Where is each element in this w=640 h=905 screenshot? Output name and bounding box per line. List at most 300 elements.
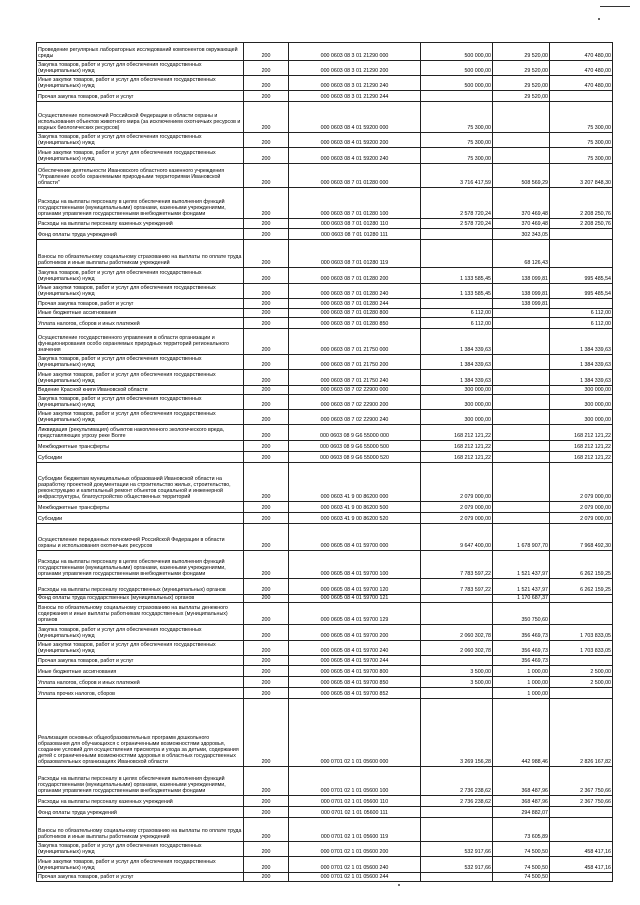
approved-amount-cell (421, 228, 493, 239)
approved-amount-cell (421, 656, 493, 666)
row-name-cell: Осуществление полномочий Российской Федерации в области охраны и использования объектов животного мира (за исключением охотничьих ресурсов и водных биологических ресурсов) (37, 102, 244, 133)
row-code-cell: 200 (244, 872, 289, 882)
row-code-cell: 200 (244, 409, 289, 424)
row-name-cell: Закупка товаров, работ и услуг для обеспечения государственных (муниципальных) нужд (37, 841, 244, 856)
row-name-cell: Ведение Красной книги Ивановской области (37, 385, 244, 394)
approved-amount-cell: 300 000,00 (421, 409, 493, 424)
unexecuted-amount-cell (550, 299, 613, 309)
row-name-cell: Фонд оплаты труда учреждений (37, 806, 244, 817)
approved-amount-cell: 500 000,00 (421, 43, 493, 61)
approved-amount-cell (421, 603, 493, 625)
table-row (37, 91, 613, 102)
budget-code-cell: 000 0603 08 7 01 01280 100 (289, 188, 421, 219)
table-row (37, 370, 613, 385)
executed-amount-cell: 356 469,73 (493, 625, 550, 640)
table-row (37, 43, 613, 61)
row-code-cell: 200 (244, 133, 289, 148)
executed-amount-cell (493, 462, 550, 502)
executed-amount-cell: 1 521 437,97 (493, 550, 550, 579)
row-code-cell: 200 (244, 385, 289, 394)
unexecuted-amount-cell: 458 417,16 (550, 857, 613, 872)
budget-code-cell: 000 0605 08 4 01 59700 200 (289, 625, 421, 640)
row-code-cell: 200 (244, 502, 289, 513)
table-row (37, 603, 613, 625)
row-name-cell: Иные закупки товаров, работ и услуг для обеспечения государственных (муниципальных) нужд (37, 640, 244, 655)
approved-amount-cell (421, 299, 493, 309)
executed-amount-cell (493, 308, 550, 317)
approved-amount-cell: 500 000,00 (421, 75, 493, 90)
executed-amount-cell (493, 394, 550, 409)
approved-amount-cell: 2 079 000,00 (421, 462, 493, 502)
table-row (37, 355, 613, 370)
row-code-cell: 200 (244, 317, 289, 328)
executed-amount-cell: 302 343,05 (493, 228, 550, 239)
unexecuted-amount-cell (550, 239, 613, 268)
unexecuted-amount-cell: 1 703 833,05 (550, 640, 613, 655)
row-code-cell: 200 (244, 218, 289, 228)
unexecuted-amount-cell: 1 384 339,63 (550, 328, 613, 354)
executed-amount-cell: 1 000,00 (493, 687, 550, 698)
row-code-cell: 200 (244, 857, 289, 872)
budget-code-cell: 000 0701 02 1 01 05600 200 (289, 841, 421, 856)
table-row (37, 524, 613, 550)
row-code-cell: 200 (244, 239, 289, 268)
budget-code-cell: 000 0603 08 7 02 22900 240 (289, 409, 421, 424)
budget-code-cell: 000 0701 02 1 01 05600 244 (289, 872, 421, 882)
row-name-cell: Уплата прочих налогов, сборов (37, 687, 244, 698)
row-name-cell: Закупка товаров, работ и услуг для обеспечения государственных (муниципальных) нужд (37, 355, 244, 370)
approved-amount-cell: 2 079 000,00 (421, 502, 493, 513)
unexecuted-amount-cell: 75 300,00 (550, 133, 613, 148)
table-row (37, 550, 613, 579)
unexecuted-amount-cell: 6 262 159,25 (550, 579, 613, 594)
unexecuted-amount-cell: 168 212 121,22 (550, 451, 613, 462)
approved-amount-cell: 2 578 720,24 (421, 218, 493, 228)
budget-code-cell: 000 0603 08 7 01 01280 111 (289, 228, 421, 239)
budget-code-cell: 000 0603 08 7 02 22900 200 (289, 394, 421, 409)
budget-code-cell: 000 0603 08 7 01 01280 110 (289, 218, 421, 228)
unexecuted-amount-cell: 2 826 167,82 (550, 698, 613, 766)
approved-amount-cell: 3 500,00 (421, 666, 493, 677)
unexecuted-amount-cell: 2 367 750,66 (550, 767, 613, 796)
unexecuted-amount-cell: 300 000,00 (550, 409, 613, 424)
row-name-cell: Уплата налогов, сборов и иных платежей (37, 317, 244, 328)
budget-code-cell: 000 0603 41 9 00 86200 000 (289, 462, 421, 502)
executed-amount-cell: 29 520,00 (493, 60, 550, 75)
approved-amount-cell: 1 133 585,45 (421, 268, 493, 283)
executed-amount-cell: 508 569,29 (493, 163, 550, 187)
row-code-cell: 200 (244, 806, 289, 817)
row-name-cell: Иные закупки товаров, работ и услуг для обеспечения государственных (муниципальных) нужд (37, 148, 244, 163)
row-code-cell: 200 (244, 817, 289, 841)
row-name-cell: Реализация основных общеобразовательных программ дошкольного образования для обучающихся с ограниченными возможностями здоровья, создание условий для осуществления присмотра и ухода за детьми, содержания детей с ограниченными возможностями здоровья в областных государственных образовательных организациях Ивановской области (37, 698, 244, 766)
row-code-cell: 200 (244, 767, 289, 796)
row-code-cell: 200 (244, 440, 289, 451)
row-name-cell: Прочая закупка товаров, работ и услуг (37, 91, 244, 102)
table-row (37, 666, 613, 677)
budget-code-cell: 000 0605 08 4 01 59700 100 (289, 550, 421, 579)
approved-amount-cell (421, 687, 493, 698)
approved-amount-cell (421, 806, 493, 817)
row-code-cell: 200 (244, 308, 289, 317)
approved-amount-cell: 6 112,00 (421, 308, 493, 317)
table-row (37, 328, 613, 354)
table-row (37, 239, 613, 268)
approved-amount-cell: 3 716 417,59 (421, 163, 493, 187)
approved-amount-cell: 1 133 585,45 (421, 283, 493, 298)
table-row (37, 698, 613, 766)
executed-amount-cell: 368 487,96 (493, 767, 550, 796)
budget-code-cell: 000 0603 08 7 02 22900 000 (289, 385, 421, 394)
executed-amount-cell (493, 355, 550, 370)
budget-code-cell: 000 0603 08 3 01 21290 240 (289, 75, 421, 90)
table-row (37, 440, 613, 451)
table-row (37, 513, 613, 524)
budget-code-cell: 000 0701 02 1 01 05600 110 (289, 795, 421, 806)
unexecuted-amount-cell: 2 208 250,76 (550, 218, 613, 228)
table-row (37, 308, 613, 317)
table-row (37, 687, 613, 698)
approved-amount-cell: 75 300,00 (421, 148, 493, 163)
row-code-cell: 200 (244, 451, 289, 462)
approved-amount-cell: 3 269 156,28 (421, 698, 493, 766)
scan-dot (598, 18, 600, 20)
unexecuted-amount-cell (550, 603, 613, 625)
row-name-cell: Иные бюджетные ассигнования (37, 666, 244, 677)
executed-amount-cell (493, 148, 550, 163)
row-code-cell: 200 (244, 841, 289, 856)
row-code-cell: 200 (244, 91, 289, 102)
approved-amount-cell: 532 917,66 (421, 857, 493, 872)
row-code-cell: 200 (244, 355, 289, 370)
row-code-cell: 200 (244, 640, 289, 655)
unexecuted-amount-cell: 6 112,00 (550, 317, 613, 328)
budget-code-cell: 000 0603 08 9 G6 55000 520 (289, 451, 421, 462)
approved-amount-cell: 7 783 597,22 (421, 550, 493, 579)
approved-amount-cell: 168 212 121,22 (421, 451, 493, 462)
scan-dot (398, 884, 400, 886)
row-code-cell: 200 (244, 148, 289, 163)
approved-amount-cell: 2 079 000,00 (421, 513, 493, 524)
budget-code-cell: 000 0603 08 7 01 21750 240 (289, 370, 421, 385)
row-name-cell: Закупка товаров, работ и услуг для обеспечения государственных (муниципальных) нужд (37, 133, 244, 148)
table-row (37, 102, 613, 133)
unexecuted-amount-cell: 6 262 159,25 (550, 550, 613, 579)
row-name-cell: Иные закупки товаров, работ и услуг для обеспечения государственных (муниципальных) нужд (37, 283, 244, 298)
budget-code-cell: 000 0605 08 4 01 59700 852 (289, 687, 421, 698)
table-row (37, 299, 613, 309)
row-code-cell: 200 (244, 370, 289, 385)
row-code-cell: 200 (244, 163, 289, 187)
row-code-cell: 200 (244, 666, 289, 677)
budget-code-cell: 000 0603 08 7 01 01280 119 (289, 239, 421, 268)
executed-amount-cell: 74 500,50 (493, 872, 550, 882)
row-name-cell: Субсидии бюджетам муниципальных образований Ивановской области на разработку проектной документации на строительство жилых, строительство, реконструкцию и капитальный ремонт объектов социальной и инженерной инфраструктуры, благоустройство общественных территорий (37, 462, 244, 502)
table-row (37, 148, 613, 163)
executed-amount-cell: 29 520,00 (493, 75, 550, 90)
approved-amount-cell: 168 212 121,22 (421, 425, 493, 440)
row-name-cell: Иные закупки товаров, работ и услуг для обеспечения государственных (муниципальных) нужд (37, 75, 244, 90)
table-row (37, 462, 613, 502)
row-name-cell: Закупка товаров, работ и услуг для обеспечения государственных (муниципальных) нужд (37, 268, 244, 283)
row-code-cell: 200 (244, 394, 289, 409)
row-code-cell: 200 (244, 328, 289, 354)
row-code-cell: 200 (244, 102, 289, 133)
unexecuted-amount-cell (550, 91, 613, 102)
row-code-cell: 200 (244, 687, 289, 698)
table-row (37, 268, 613, 283)
executed-amount-cell: 1 678 907,70 (493, 524, 550, 550)
row-name-cell: Иные закупки товаров, работ и услуг для обеспечения государственных (муниципальных) нужд (37, 370, 244, 385)
executed-amount-cell: 356 469,73 (493, 656, 550, 666)
table-row (37, 656, 613, 666)
approved-amount-cell: 75 300,00 (421, 102, 493, 133)
unexecuted-amount-cell: 2 500,00 (550, 666, 613, 677)
executed-amount-cell (493, 370, 550, 385)
executed-amount-cell (493, 328, 550, 354)
executed-amount-cell: 368 487,96 (493, 795, 550, 806)
approved-amount-cell: 2 736 238,62 (421, 795, 493, 806)
approved-amount-cell (421, 91, 493, 102)
table-row (37, 451, 613, 462)
executed-amount-cell (493, 133, 550, 148)
table-row (37, 640, 613, 655)
row-code-cell: 200 (244, 513, 289, 524)
row-name-cell: Расходы на выплаты персоналу казенных учреждений (37, 218, 244, 228)
unexecuted-amount-cell: 2 079 000,00 (550, 513, 613, 524)
budget-code-cell: 000 0701 02 1 01 05600 000 (289, 698, 421, 766)
unexecuted-amount-cell: 1 384 339,63 (550, 355, 613, 370)
executed-amount-cell (493, 451, 550, 462)
executed-amount-cell (493, 513, 550, 524)
unexecuted-amount-cell: 1 384 339,63 (550, 370, 613, 385)
budget-code-cell: 000 0603 08 4 01 59200 000 (289, 102, 421, 133)
table-row (37, 394, 613, 409)
budget-code-cell: 000 0603 08 7 01 01280 244 (289, 299, 421, 309)
budget-code-cell: 000 0605 08 4 01 59700 129 (289, 603, 421, 625)
budget-code-cell: 000 0605 08 4 01 59700 850 (289, 676, 421, 687)
unexecuted-amount-cell (550, 687, 613, 698)
executed-amount-cell (493, 317, 550, 328)
row-code-cell: 200 (244, 228, 289, 239)
table-row (37, 795, 613, 806)
table-row (37, 60, 613, 75)
row-name-cell: Закупка товаров, работ и услуг для обеспечения государственных (муниципальных) нужд (37, 394, 244, 409)
budget-code-cell: 000 0603 08 7 01 01280 240 (289, 283, 421, 298)
table-row (37, 228, 613, 239)
unexecuted-amount-cell: 2 079 000,00 (550, 502, 613, 513)
approved-amount-cell: 1 384 339,63 (421, 328, 493, 354)
table-row (37, 817, 613, 841)
approved-amount-cell (421, 817, 493, 841)
budget-code-cell: 000 0603 08 7 01 01280 200 (289, 268, 421, 283)
unexecuted-amount-cell: 470 480,00 (550, 75, 613, 90)
table-row (37, 425, 613, 440)
row-code-cell: 200 (244, 656, 289, 666)
executed-amount-cell: 68 126,43 (493, 239, 550, 268)
approved-amount-cell: 6 112,00 (421, 317, 493, 328)
row-code-cell: 200 (244, 299, 289, 309)
executed-amount-cell (493, 409, 550, 424)
row-code-cell: 200 (244, 795, 289, 806)
approved-amount-cell: 2 736 238,62 (421, 767, 493, 796)
unexecuted-amount-cell: 1 703 833,05 (550, 625, 613, 640)
approved-amount-cell (421, 594, 493, 603)
unexecuted-amount-cell: 2 367 750,66 (550, 795, 613, 806)
budget-code-cell: 000 0603 08 7 01 01280 800 (289, 308, 421, 317)
approved-amount-cell: 3 500,00 (421, 676, 493, 687)
row-name-cell: Закупка товаров, работ и услуг для обеспечения государственных (муниципальных) нужд (37, 625, 244, 640)
executed-amount-cell: 138 099,81 (493, 299, 550, 309)
approved-amount-cell: 168 212 121,22 (421, 440, 493, 451)
row-name-cell: Иные закупки товаров, работ и услуг для обеспечения государственных (муниципальных) нужд (37, 409, 244, 424)
table-row (37, 218, 613, 228)
budget-code-cell: 000 0605 08 4 01 59700 000 (289, 524, 421, 550)
table-row (37, 676, 613, 687)
approved-amount-cell: 300 000,00 (421, 385, 493, 394)
row-code-cell: 200 (244, 75, 289, 90)
unexecuted-amount-cell: 995 485,54 (550, 268, 613, 283)
row-name-cell: Расходы на выплаты персоналу в целях обеспечения выполнения функций государственными (муниципальными) органами, казенными учреждениями, органами управления государственными внебюджетными фондами (37, 188, 244, 219)
table-row (37, 163, 613, 187)
budget-code-cell: 000 0603 08 4 01 59200 200 (289, 133, 421, 148)
budget-code-cell: 000 0605 08 4 01 59700 800 (289, 666, 421, 677)
row-code-cell: 200 (244, 698, 289, 766)
row-name-cell: Обеспечение деятельности Ивановского областного казенного учреждения "Управление особо охраняемыми природными территориями Ивановской области" (37, 163, 244, 187)
row-name-cell: Ликвидация (рекультивация) объектов накопленного экологического вреда, представляющих угрозу реке Волге (37, 425, 244, 440)
row-name-cell: Прочая закупка товаров, работ и услуг (37, 656, 244, 666)
executed-amount-cell: 370 469,48 (493, 218, 550, 228)
executed-amount-cell: 138 099,81 (493, 283, 550, 298)
executed-amount-cell: 74 500,50 (493, 857, 550, 872)
row-name-cell: Осуществление государственного управления в области организации и функционирования особо охраняемых природных территорий регионального значения (37, 328, 244, 354)
executed-amount-cell (493, 385, 550, 394)
executed-amount-cell: 294 882,07 (493, 806, 550, 817)
approved-amount-cell: 532 917,66 (421, 841, 493, 856)
unexecuted-amount-cell: 2 079 000,00 (550, 462, 613, 502)
unexecuted-amount-cell: 458 417,16 (550, 841, 613, 856)
row-name-cell: Уплата налогов, сборов и иных платежей (37, 676, 244, 687)
budget-code-cell: 000 0603 08 4 01 59200 240 (289, 148, 421, 163)
unexecuted-amount-cell: 168 212 121,22 (550, 440, 613, 451)
table-row (37, 317, 613, 328)
row-name-cell: Межбюджетные трансферты (37, 502, 244, 513)
row-name-cell: Субсидии (37, 451, 244, 462)
budget-code-cell: 000 0603 41 9 00 86200 500 (289, 502, 421, 513)
row-code-cell: 200 (244, 550, 289, 579)
row-name-cell: Проведение регулярных лабораторных исследований компонентов окружающей среды (37, 43, 244, 61)
row-name-cell: Прочая закупка товаров, работ и услуг (37, 299, 244, 309)
table-row (37, 767, 613, 796)
approved-amount-cell: 1 384 339,63 (421, 355, 493, 370)
budget-code-cell: 000 0603 41 9 00 86200 520 (289, 513, 421, 524)
budget-code-cell: 000 0603 08 7 01 21750 000 (289, 328, 421, 354)
row-name-cell: Расходы на выплаты персоналу в целях обеспечения выполнения функций государственными (муниципальными) органами, казенными учреждениями, органами управления государственными внебюджетными фондами (37, 550, 244, 579)
executed-amount-cell (493, 440, 550, 451)
unexecuted-amount-cell (550, 806, 613, 817)
row-code-cell: 200 (244, 676, 289, 687)
approved-amount-cell: 75 300,00 (421, 133, 493, 148)
table-row (37, 857, 613, 872)
executed-amount-cell: 1 521 437,97 (493, 579, 550, 594)
unexecuted-amount-cell: 75 300,00 (550, 102, 613, 133)
budget-code-cell: 000 0701 02 1 01 05600 100 (289, 767, 421, 796)
approved-amount-cell: 2 578 720,24 (421, 188, 493, 219)
budget-code-cell: 000 0605 08 4 01 59700 121 (289, 594, 421, 603)
budget-code-cell: 000 0701 02 1 01 05600 240 (289, 857, 421, 872)
executed-amount-cell: 442 988,46 (493, 698, 550, 766)
row-code-cell: 200 (244, 283, 289, 298)
budget-code-cell: 000 0603 08 3 01 21290 200 (289, 60, 421, 75)
unexecuted-amount-cell (550, 872, 613, 882)
row-name-cell: Прочая закупка товаров, работ и услуг (37, 872, 244, 882)
unexecuted-amount-cell: 3 207 848,30 (550, 163, 613, 187)
table-row (37, 188, 613, 219)
row-name-cell: Расходы на выплаты персоналу казенных учреждений (37, 795, 244, 806)
row-name-cell: Расходы на выплаты персоналу в целях обеспечения выполнения функций государственными (муниципальными) органами, казенными учреждениями, органами управления государственными внебюджетными фондами (37, 767, 244, 796)
budget-code-cell: 000 0605 08 4 01 59700 240 (289, 640, 421, 655)
executed-amount-cell: 74 500,50 (493, 841, 550, 856)
row-code-cell: 200 (244, 43, 289, 61)
table-row (37, 806, 613, 817)
budget-code-cell: 000 0603 08 7 01 01280 000 (289, 163, 421, 187)
unexecuted-amount-cell: 168 212 121,22 (550, 425, 613, 440)
table-row (37, 409, 613, 424)
executed-amount-cell: 73 605,89 (493, 817, 550, 841)
unexecuted-amount-cell: 7 968 492,30 (550, 524, 613, 550)
unexecuted-amount-cell (550, 594, 613, 603)
table-row (37, 625, 613, 640)
row-name-cell: Иные бюджетные ассигнования (37, 308, 244, 317)
row-name-cell: Субсидии (37, 513, 244, 524)
budget-code-cell: 000 0603 08 7 01 01280 850 (289, 317, 421, 328)
approved-amount-cell: 9 647 400,00 (421, 524, 493, 550)
approved-amount-cell (421, 872, 493, 882)
table-row (37, 283, 613, 298)
executed-amount-cell: 1 000,00 (493, 676, 550, 687)
unexecuted-amount-cell (550, 656, 613, 666)
executed-amount-cell (493, 425, 550, 440)
budget-code-cell: 000 0603 08 3 01 21290 000 (289, 43, 421, 61)
row-code-cell: 200 (244, 268, 289, 283)
unexecuted-amount-cell: 2 208 250,76 (550, 188, 613, 219)
unexecuted-amount-cell: 2 500,00 (550, 676, 613, 687)
executed-amount-cell (493, 102, 550, 133)
unexecuted-amount-cell: 75 300,00 (550, 148, 613, 163)
table-row (37, 579, 613, 594)
table-row (37, 502, 613, 513)
row-name-cell: Фонд оплаты труда государственных (муниципальных) органов (37, 594, 244, 603)
approved-amount-cell: 2 060 302,78 (421, 640, 493, 655)
approved-amount-cell: 1 384 339,63 (421, 370, 493, 385)
budget-execution-table (36, 42, 613, 882)
row-code-cell: 200 (244, 462, 289, 502)
row-code-cell: 200 (244, 603, 289, 625)
unexecuted-amount-cell: 995 485,54 (550, 283, 613, 298)
row-name-cell: Расходы на выплаты персоналу государственных (муниципальных) органов (37, 579, 244, 594)
budget-code-cell: 000 0701 02 1 01 05600 111 (289, 806, 421, 817)
executed-amount-cell: 370 469,48 (493, 188, 550, 219)
executed-amount-cell (493, 502, 550, 513)
row-name-cell: Взносы по обязательному социальному страхованию на выплаты по оплате труда работников и иные выплаты работникам учреждений (37, 817, 244, 841)
row-name-cell: Осуществление переданных полномочий Российской Федерации в области охраны и использования охотничьих ресурсов (37, 524, 244, 550)
row-code-cell: 200 (244, 524, 289, 550)
row-name-cell: Иные закупки товаров, работ и услуг для обеспечения государственных (муниципальных) нужд (37, 857, 244, 872)
executed-amount-cell: 356 469,73 (493, 640, 550, 655)
table-row (37, 385, 613, 394)
unexecuted-amount-cell: 300 000,00 (550, 385, 613, 394)
budget-code-cell: 000 0701 02 1 01 05600 119 (289, 817, 421, 841)
